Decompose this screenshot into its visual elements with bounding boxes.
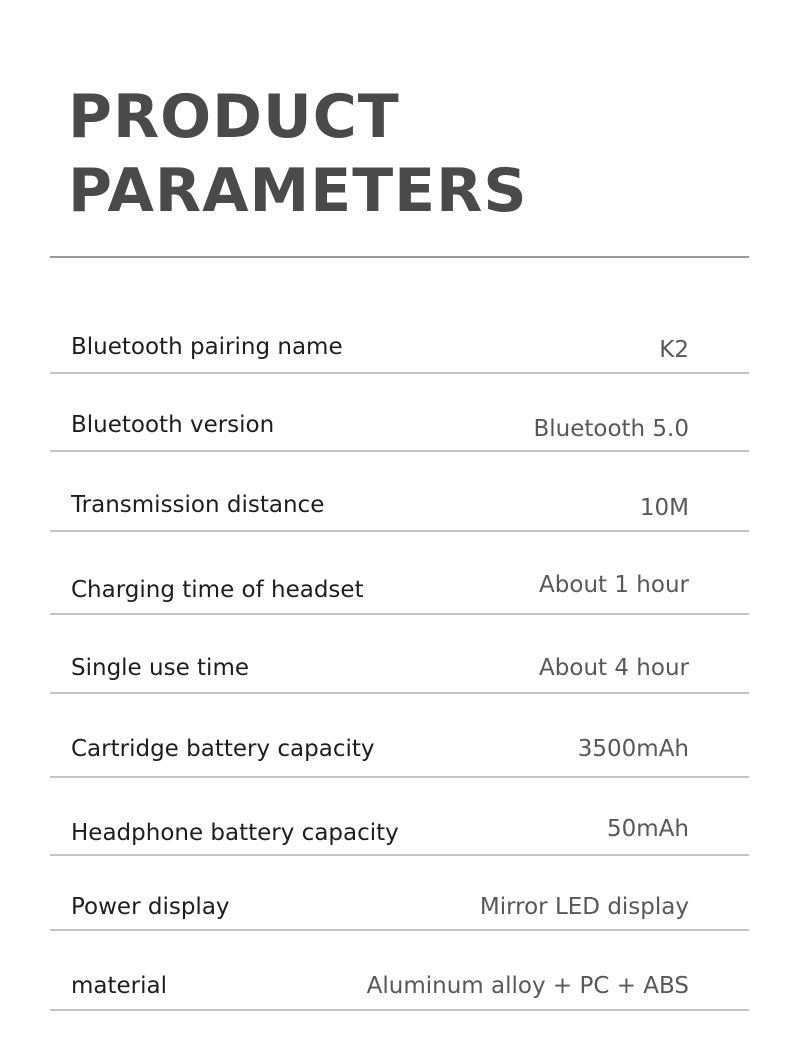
param-label: Transmission distance — [71, 492, 325, 518]
param-value: 10M — [639, 495, 689, 521]
page-title-line-2: PARAMETERS — [68, 156, 528, 226]
title-divider — [50, 256, 749, 258]
param-row-power-display — [50, 856, 749, 931]
param-label: Cartridge battery capacity — [71, 736, 375, 762]
param-row-bluetooth-version — [50, 374, 749, 452]
param-row-cartridge-battery — [50, 694, 749, 778]
param-label: Headphone battery capacity — [71, 820, 399, 846]
param-row-pairing-name — [50, 312, 749, 374]
param-row-transmission-distance — [50, 452, 749, 532]
param-row-headphone-battery — [50, 778, 749, 856]
param-value: Aluminum alloy + PC + ABS — [366, 973, 689, 999]
param-value: About 4 hour — [539, 655, 689, 681]
param-label: Bluetooth pairing name — [71, 334, 343, 360]
param-row-charging-time — [50, 532, 749, 615]
page-title-line-1: PRODUCT — [68, 82, 400, 152]
param-row-single-use-time — [50, 615, 749, 694]
param-row-material — [50, 931, 749, 1011]
param-value: Mirror LED display — [479, 894, 689, 920]
param-label: Single use time — [71, 655, 250, 681]
param-label: material — [71, 973, 167, 999]
param-value: K2 — [659, 337, 689, 363]
param-label: Charging time of headset — [71, 577, 364, 603]
param-value: 50mAh — [607, 816, 689, 842]
param-value: Bluetooth 5.0 — [533, 416, 689, 442]
param-value: 3500mAh — [577, 736, 689, 762]
param-value: About 1 hour — [539, 572, 689, 598]
page-title — [68, 80, 528, 228]
param-label: Bluetooth version — [71, 412, 275, 438]
param-label: Power display — [71, 894, 230, 920]
